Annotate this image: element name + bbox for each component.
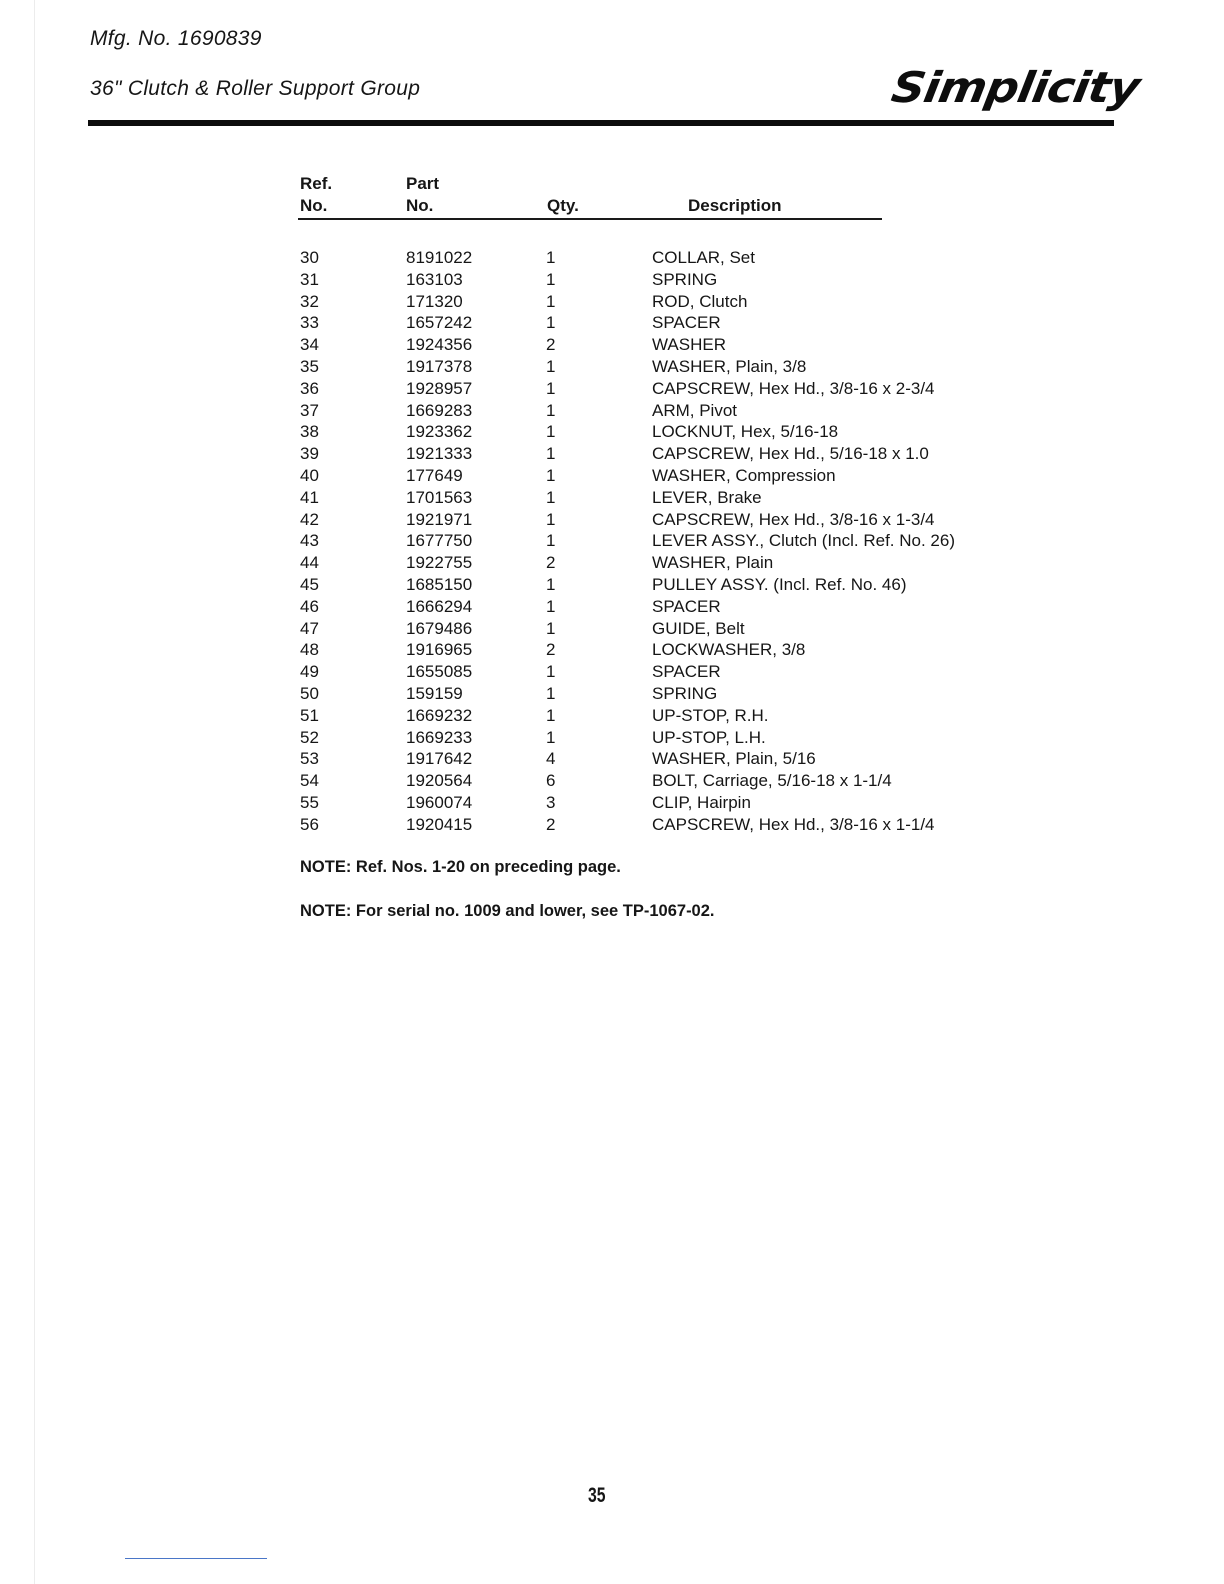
description-cell: WASHER, Plain [652,553,774,573]
part-no-cell: 1960074 [406,792,473,812]
description-cell: CAPSCREW, Hex Hd., 3/8-16 x 2-3/4 [652,378,935,398]
ref-no-cell: 54 [300,771,319,791]
ref-no-cell: 52 [300,727,319,747]
note-serial-number: NOTE: For serial no. 1009 and lower, see TP-1067-02. [300,902,715,920]
description-cell: CLIP, Hairpin [652,792,751,812]
qty-cell: 1 [546,596,556,616]
qty-cell: 1 [546,269,556,289]
ref-no-cell: 46 [300,596,319,616]
qty-cell: 1 [546,705,556,725]
part-no-cell: 1923362 [406,422,473,442]
description-cell: SPACER [652,662,721,682]
qty-cell: 1 [546,444,556,464]
qty-cell: 1 [546,683,556,703]
simplicity-logo: Simplicity [888,62,1144,112]
description-cell: LOCKNUT, Hex, 5/16-18 [652,422,839,442]
ref-no-cell: 53 [300,749,319,769]
ref-no-cell: 41 [300,487,319,507]
part-no-cell: 1928957 [406,378,473,398]
ref-no-cell: 43 [300,531,319,551]
description-cell: PULLEY ASSY. (Incl. Ref. No. 46) [652,574,907,594]
part-no-cell: 1679486 [406,618,473,638]
qty-cell: 1 [546,487,556,507]
footer-line [125,1558,267,1559]
description-cell: COLLAR, Set [652,248,755,267]
qty-cell: 1 [546,378,556,398]
qty-cell: 1 [546,662,556,682]
part-no-cell: 1917378 [406,356,473,376]
qty-cell: 1 [546,356,556,376]
ref-no-cell: 31 [300,269,319,289]
ref-no-cell: 51 [300,705,319,725]
part-no-cell: 1920564 [406,771,473,791]
ref-no-cell: 50 [300,683,319,703]
description-cell: LOCKWASHER, 3/8 [652,640,806,660]
part-no-cell: 8191022 [406,248,473,267]
ref-no-cell: 49 [300,662,319,682]
page-title: 36" Clutch & Roller Support Group [90,77,421,100]
part-no-cell: 1921971 [406,509,473,529]
ref-no-cell: 34 [300,335,319,355]
qty-cell: 2 [546,814,556,834]
header-rule [88,120,1114,126]
part-no-cell: 1669233 [406,727,473,747]
qty-cell: 2 [546,640,556,660]
part-no-cell: 1920415 [406,814,473,834]
qty-cell: 3 [546,792,556,812]
description-cell: SPACER [652,596,721,616]
part-no-cell: 1701563 [406,487,473,507]
ref-no-cell: 48 [300,640,319,660]
table-header-rule [298,218,882,220]
description-cell: LEVER ASSY., Clutch (Incl. Ref. No. 26) [652,531,955,551]
part-no-cell: 1669232 [406,705,473,725]
qty-cell: 1 [546,400,556,420]
part-no-cell: 1916965 [406,640,473,660]
part-no-cell: 1917642 [406,749,473,769]
description-cell: CAPSCREW, Hex Hd., 3/8-16 x 1-3/4 [652,509,935,529]
part-no-cell: 159159 [406,683,463,703]
qty-cell: 1 [546,574,556,594]
ref-no-cell: 33 [300,313,319,333]
ref-no-cell: 38 [300,422,319,442]
description-cell: LEVER, Brake [652,487,762,507]
qty-header: Qty. [547,196,579,215]
qty-cell: 1 [546,291,556,311]
ref-no-cell: 30 [300,248,319,267]
part-no-cell: 1666294 [406,596,473,616]
qty-cell: 2 [546,553,556,573]
qty-cell: 4 [546,749,556,769]
part-no-cell: 1922755 [406,553,473,573]
ref-no-cell: 42 [300,509,319,529]
ref-no-cell: 35 [300,356,319,376]
qty-cell: 1 [546,618,556,638]
description-cell: WASHER, Plain, 3/8 [652,356,807,376]
ref-no-cell: 45 [300,574,319,594]
qty-cell: 1 [546,509,556,529]
ref-no-cell: 47 [300,618,319,638]
ref-no-cell: 32 [300,291,319,311]
qty-cell: 1 [546,422,556,442]
part-no-cell: 1655085 [406,662,473,682]
part-no-cell: 163103 [406,269,463,289]
description-cell: SPACER [652,313,721,333]
qty-cell: 6 [546,771,556,791]
page-left-edge [34,0,35,1584]
description-cell: ARM, Pivot [652,400,738,420]
qty-cell: 1 [546,465,556,485]
ref-no-cell: 44 [300,553,319,573]
note-preceding-page: NOTE: Ref. Nos. 1-20 on preceding page. [300,858,621,876]
ref-no-cell: 39 [300,444,319,464]
qty-cell: 2 [546,335,556,355]
part-no-cell: 1657242 [406,313,473,333]
description-cell: WASHER [652,335,726,355]
part-no-cell: 171320 [406,291,463,311]
description-cell: UP-STOP, R.H. [652,705,769,725]
qty-cell: 1 [546,313,556,333]
ref-no-cell: 56 [300,814,319,834]
description-cell: CAPSCREW, Hex Hd., 3/8-16 x 1-1/4 [652,814,935,834]
qty-cell: 1 [546,727,556,747]
ref-no-header: Ref. No. [300,174,333,215]
ref-no-cell: 40 [300,465,319,485]
ref-no-cell: 37 [300,400,319,420]
ref-no-cell: 36 [300,378,319,398]
part-no-cell: 1924356 [406,335,473,355]
description-cell: WASHER, Plain, 5/16 [652,749,816,769]
description-cell: BOLT, Carriage, 5/16-18 x 1-1/4 [652,771,892,791]
description-cell: ROD, Clutch [652,291,748,311]
description-cell: WASHER, Compression [652,465,836,485]
description-cell: CAPSCREW, Hex Hd., 5/16-18 x 1.0 [652,444,929,464]
part-no-cell: 1677750 [406,531,473,551]
qty-cell: 1 [546,248,556,267]
mfg-number: Mfg. No. 1690839 [90,27,262,50]
part-no-header: Part No. [406,174,440,215]
description-header: Description [688,196,782,215]
description-cell: GUIDE, Belt [652,618,745,638]
qty-cell: 1 [546,531,556,551]
ref-no-cell: 55 [300,792,319,812]
description-cell: SPRING [652,269,718,289]
part-no-cell: 1921333 [406,444,473,464]
description-cell: SPRING [652,683,718,703]
part-no-cell: 177649 [406,465,463,485]
part-no-cell: 1669283 [406,400,473,420]
page-number: 35 [588,1484,606,1507]
part-no-cell: 1685150 [406,574,473,594]
description-cell: UP-STOP, L.H. [652,727,766,747]
